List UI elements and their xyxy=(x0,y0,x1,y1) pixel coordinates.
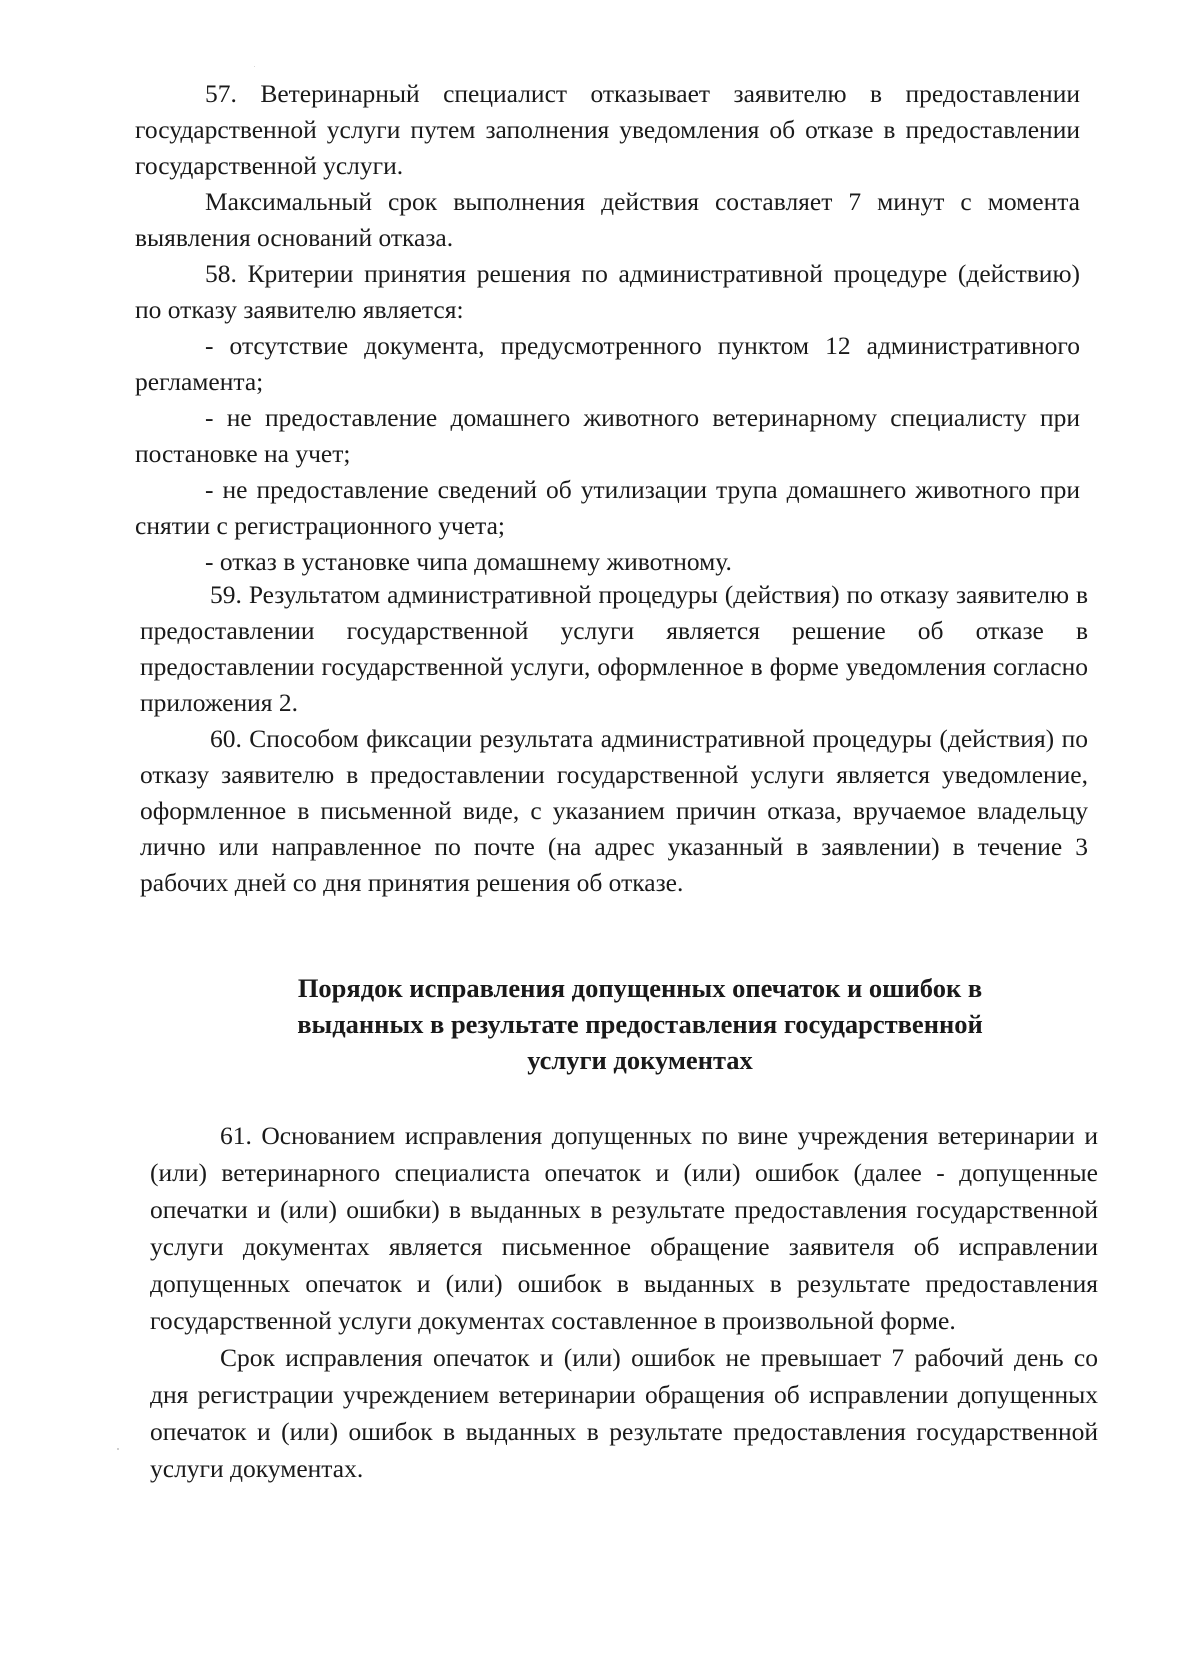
list-item-disposal-info-missing: - не предоставление сведений об утилизации трупа домашнего животного при снятии с регистрационного учета; xyxy=(135,475,1080,540)
list-item-chip-refusal: - отказ в установке чипа домашнему животному. xyxy=(205,547,732,576)
section-heading xyxy=(230,970,1050,1078)
paragraph-59: 59. Результатом административной процедуры (действия) по отказу заявителю в предоставлении государственной услуги является решение об отказе в предоставлении государственной услуги, оформленное в форме уведомления согласно приложения 2. xyxy=(140,580,1088,717)
paragraphs-items-57-58 xyxy=(135,76,1080,580)
paragraph-61: 61. Основанием исправления допущенных по вине учреждения ветеринарии и (или) ветеринарного специалиста опечаток и (или) ошибок (далее - допущенные опечатки и (или) ошибки) в выданных в результате предоставления государственной услуги документах является письменное обращение заявителя об исправлении допущенных опечаток и (или) ошибок в выданных в результате предоставления государственной услуги документах составленное в произвольной форме. xyxy=(150,1121,1098,1335)
list-item-missing-document: - отсутствие документа, предусмотренного пунктом 12 административного регламента; xyxy=(135,331,1080,396)
section-heading-line-3: услуги документах xyxy=(527,1045,753,1075)
paragraph-57: 57. Ветеринарный специалист отказывает заявителю в предоставлении государственной услуги путем заполнения уведомления об отказе в предоставлении государственной услуги. xyxy=(135,79,1080,180)
paragraph-61-time-limit: Срок исправления опечаток и (или) ошибок не превышает 7 рабочий день со дня регистрации учреждением ветеринарии обращения об исправлении допущенных опечаток и (или) ошибок в выданных в результате предоставления государственной услуги документах. xyxy=(150,1343,1098,1483)
paragraphs-item-61 xyxy=(150,1117,1098,1487)
paragraphs-items-59-60 xyxy=(140,577,1088,901)
scan-dust-mark xyxy=(117,1448,119,1450)
scan-dust-mark xyxy=(254,66,255,67)
section-heading-line-2: выданных в результате предоставления государственной xyxy=(297,1009,983,1039)
paragraph-57-time-limit: Максимальный срок выполнения действия составляет 7 минут с момента выявления оснований отказа. xyxy=(135,187,1080,252)
section-heading-line-1: Порядок исправления допущенных опечаток и ошибок в xyxy=(297,973,983,1003)
list-item-animal-not-provided: - не предоставление домашнего животного ветеринарному специалисту при постановке на учет; xyxy=(135,403,1080,468)
paragraph-58: 58. Критерии принятия решения по административной процедуре (действию) по отказу заявителю является: xyxy=(135,259,1080,324)
paragraph-60: 60. Способом фиксации результата административной процедуры (действия) по отказу заявителю в предоставлении государственной услуги является уведомление, оформленное в письменной виде, с указанием причин отказа, вручаемое владельцу лично или направленное по почте (на адрес указанный в заявлении) в течение 3 рабочих дней со дня принятия решения об отказе. xyxy=(140,724,1088,897)
